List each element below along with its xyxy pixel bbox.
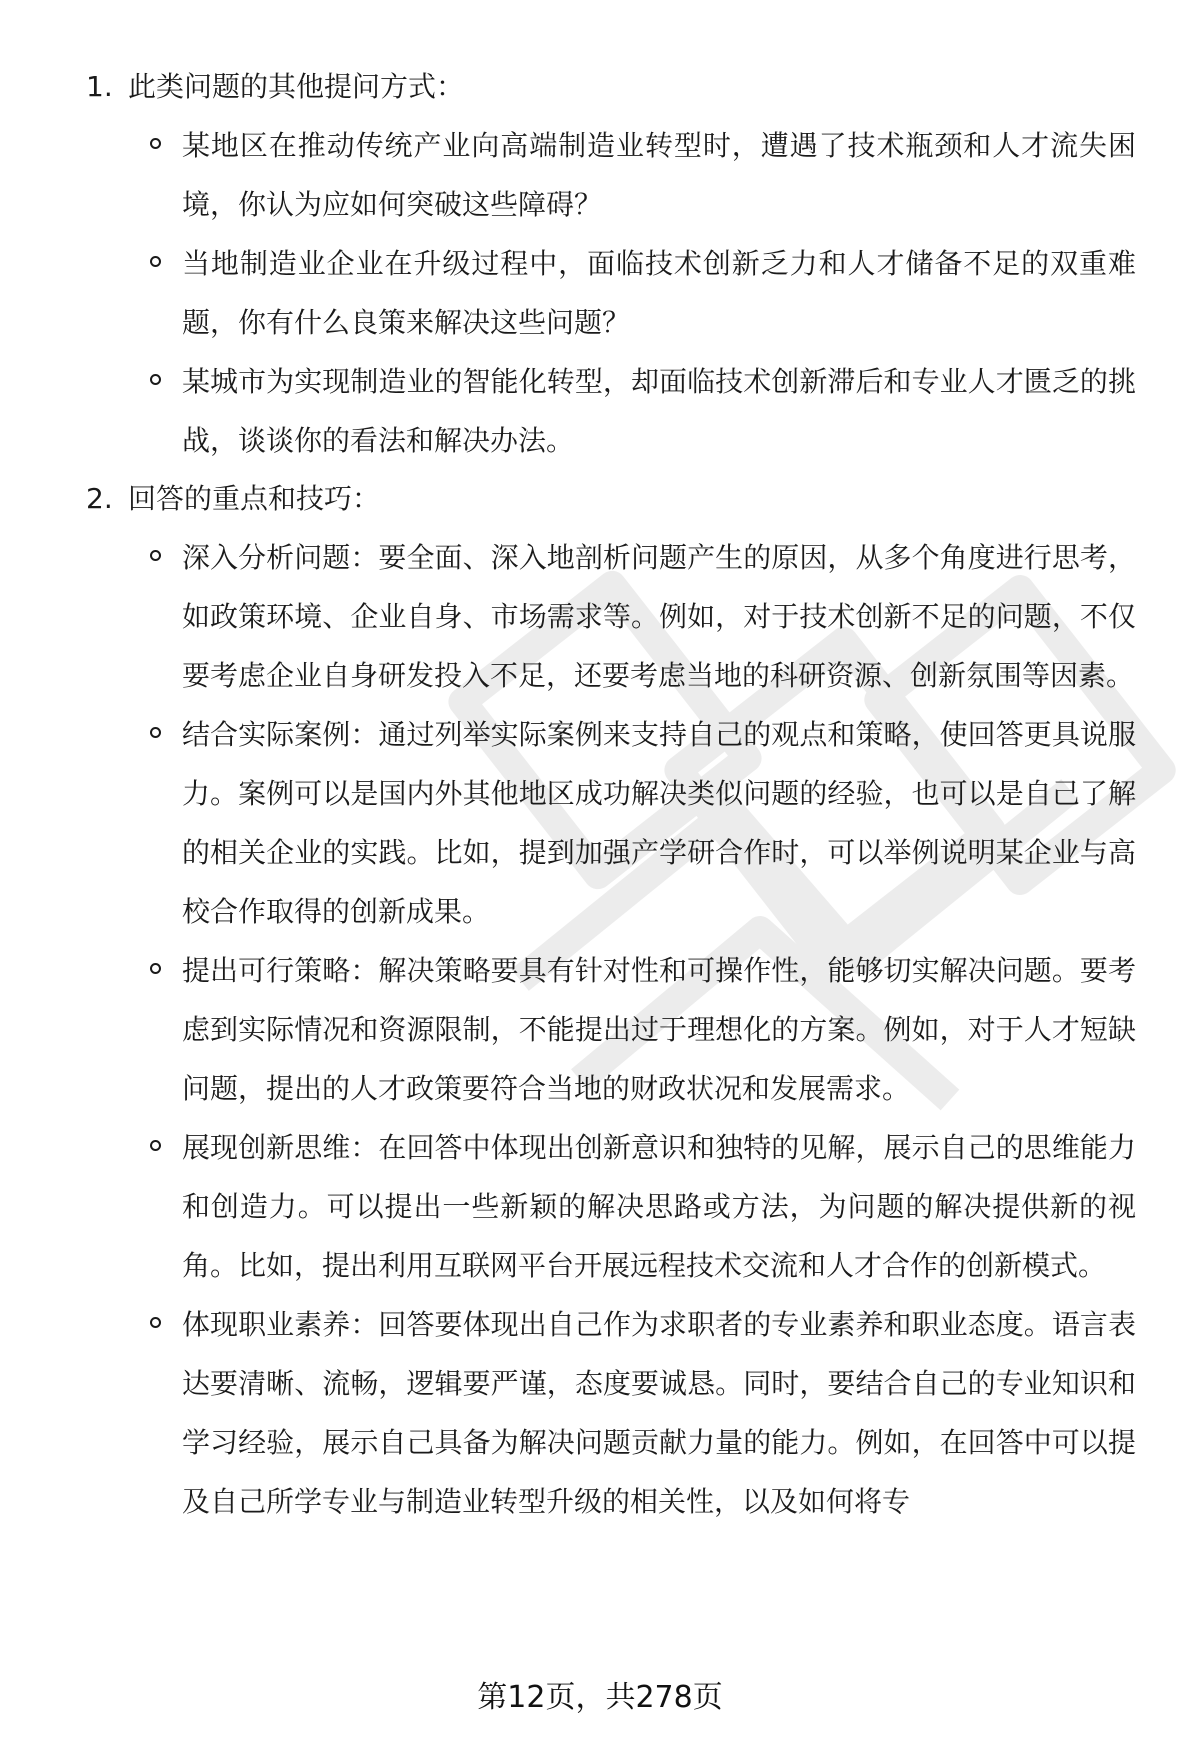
list-item-text: 体现职业素养：回答要体现出自己作为求职者的专业素养和职业态度。语言表达要清晰、流畅，逻辑要严谨，态度要诚恳。同时，要结合自己的专业知识和学习经验，展示自己具备为解决问题贡献力量的能力。例如，在回答中可以提及自己所学专业与制造业转型升级的相关性，以及如何将专	[182, 1308, 1136, 1518]
list-item-text: 展现创新思维：在回答中体现出创新意识和独特的见解，展示自己的思维能力和创造力。可以提出一些新颖的解决思路或方法，为问题的解决提供新的视角。比如，提出利用互联网平台开展远程技术交流和人才合作的创新模式。	[182, 1131, 1136, 1282]
circle-bullet-icon	[150, 1140, 161, 1151]
circle-bullet-icon	[150, 963, 161, 974]
section-1-title: 此类问题的其他提问方式：	[128, 70, 465, 103]
list-item-text: 结合实际案例：通过列举实际案例来支持自己的观点和策略，使回答更具说服力。案例可以是国内外其他地区成功解决类似问题的经验，也可以是自己了解的相关企业的实践。比如，提到加强产学研合作时，可以举例说明某企业与高校合作取得的创新成果。	[182, 718, 1136, 928]
list-item	[0, 116, 1200, 234]
list-item-text: 提出可行策略：解决策略要具有针对性和可操作性，能够切实解决问题。要考虑到实际情况和资源限制，不能提出过于理想化的方案。例如，对于人才短缺问题，提出的人才政策要符合当地的财政状况和发展需求。	[182, 954, 1136, 1105]
section-2-number: 2.	[86, 482, 113, 515]
list-item	[0, 234, 1200, 352]
circle-bullet-icon	[150, 138, 161, 149]
list-item	[0, 705, 1200, 941]
circle-bullet-icon	[150, 256, 161, 267]
list-item-text: 某城市为实现制造业的智能化转型，却面临技术创新滞后和专业人才匮乏的挑战，谈谈你的看法和解决办法。	[182, 365, 1136, 457]
list-item-text: 某地区在推动传统产业向高端制造业转型时，遭遇了技术瓶颈和人才流失困境，你认为应如何突破这些障碍？	[182, 129, 1136, 221]
list-item	[0, 1118, 1200, 1295]
section-1-bullet-list	[0, 116, 1200, 470]
page-number-footer: 第12页，共278页	[477, 1680, 723, 1715]
section-1-heading	[0, 58, 1200, 116]
list-item	[0, 1295, 1200, 1531]
list-item-text: 深入分析问题：要全面、深入地剖析问题产生的原因，从多个角度进行思考，如政策环境、企业自身、市场需求等。例如，对于技术创新不足的问题，不仅要考虑企业自身研发投入不足，还要考虑当地的科研资源、创新氛围等因素。	[182, 541, 1136, 692]
section-1	[0, 58, 1200, 470]
list-item	[0, 528, 1200, 705]
section-2-heading	[0, 470, 1200, 528]
section-2-title: 回答的重点和技巧：	[128, 482, 381, 515]
list-item	[0, 941, 1200, 1118]
circle-bullet-icon	[150, 374, 161, 385]
section-2	[0, 470, 1200, 1531]
list-item	[0, 352, 1200, 470]
circle-bullet-icon	[150, 727, 161, 738]
document-content	[0, 58, 1200, 1531]
list-item-text: 当地制造业企业在升级过程中，面临技术创新乏力和人才储备不足的双重难题，你有什么良策来解决这些问题？	[182, 247, 1136, 339]
circle-bullet-icon	[150, 1317, 161, 1328]
circle-bullet-icon	[150, 550, 161, 561]
section-2-bullet-list	[0, 528, 1200, 1531]
section-1-number: 1.	[86, 70, 113, 103]
